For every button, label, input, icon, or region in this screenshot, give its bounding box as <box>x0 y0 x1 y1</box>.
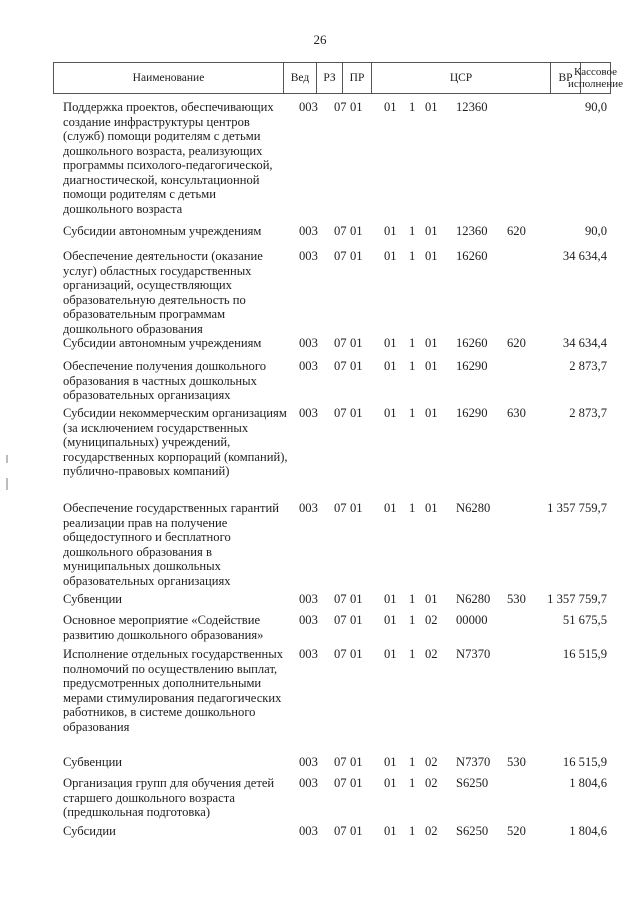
row-pr: 01 <box>350 592 363 606</box>
row-pr: 01 <box>350 336 363 350</box>
row-c1: 01 <box>384 592 397 606</box>
row-c1: 01 <box>384 613 397 627</box>
row-sum: 16 515,9 <box>562 647 607 661</box>
row-c4: 12360 <box>456 100 488 114</box>
row-c1: 01 <box>384 336 397 350</box>
row-c2: 1 <box>409 776 416 790</box>
row-pr: 01 <box>350 824 363 838</box>
row-c2: 1 <box>409 224 416 238</box>
row-sum: 1 357 759,7 <box>547 592 607 606</box>
row-rz: 07 <box>334 224 347 238</box>
scan-mark <box>6 478 8 490</box>
row-c4: N6280 <box>456 592 491 606</box>
row-rz: 07 <box>334 647 347 661</box>
row-c3: 01 <box>425 359 438 373</box>
row-c3: 01 <box>425 336 438 350</box>
row-c2: 1 <box>409 592 416 606</box>
header-csr: ЦСР <box>371 63 550 93</box>
row-rz: 07 <box>334 824 347 838</box>
row-rz: 07 <box>334 359 347 373</box>
row-c1: 01 <box>384 224 397 238</box>
row-ved: 003 <box>299 100 318 114</box>
header-ved: Вед <box>283 63 316 93</box>
row-ved: 003 <box>299 359 318 373</box>
row-rz: 07 <box>334 336 347 350</box>
row-pr: 01 <box>350 249 363 263</box>
row-c2: 1 <box>409 501 416 515</box>
row-sum: 1 804,6 <box>569 776 607 790</box>
row-name: Субсидии автономным учреждениям <box>63 224 262 238</box>
row-rz: 07 <box>334 592 347 606</box>
row-vr: 630 <box>507 406 526 420</box>
row-rz: 07 <box>334 501 347 515</box>
row-c3: 02 <box>425 755 438 769</box>
row-c3: 01 <box>425 406 438 420</box>
row-c4: 16290 <box>456 359 488 373</box>
row-name: Обеспечение получения дошкольного образования в частных дошкольных образовательных организациях <box>63 359 267 402</box>
row-c3: 01 <box>425 100 438 114</box>
row-c3: 01 <box>425 224 438 238</box>
row-ved: 003 <box>299 755 318 769</box>
row-c2: 1 <box>409 100 416 114</box>
row-pr: 01 <box>350 755 363 769</box>
row-c2: 1 <box>409 755 416 769</box>
row-sum: 90,0 <box>584 100 607 114</box>
row-c4: 00000 <box>456 613 488 627</box>
row-ved: 003 <box>299 224 318 238</box>
row-rz: 07 <box>334 249 347 263</box>
row-c4: N7370 <box>456 647 491 661</box>
row-name: Субвенции <box>63 755 123 769</box>
row-rz: 07 <box>334 613 347 627</box>
row-c4: 16260 <box>456 249 488 263</box>
row-name: Обеспечение государственных гарантий реализации прав на получение общедоступного и бесплатного дошкольного образования в муниципальных дошкольных образовательных организациях <box>63 501 279 588</box>
row-sum: 1 357 759,7 <box>547 501 607 515</box>
row-name: Субсидии автономным учреждениям <box>63 336 262 350</box>
row-rz: 07 <box>334 755 347 769</box>
row-ved: 003 <box>299 592 318 606</box>
row-sum: 34 634,4 <box>562 336 607 350</box>
row-c3: 02 <box>425 824 438 838</box>
row-pr: 01 <box>350 776 363 790</box>
row-c4: 16290 <box>456 406 488 420</box>
row-c3: 02 <box>425 613 438 627</box>
row-rz: 07 <box>334 100 347 114</box>
header-rz: РЗ <box>316 63 342 93</box>
row-c2: 1 <box>409 336 416 350</box>
row-ved: 003 <box>299 776 318 790</box>
table-header <box>53 62 623 94</box>
row-vr: 620 <box>507 336 526 350</box>
page-number: 26 <box>313 32 327 47</box>
row-ved: 003 <box>299 336 318 350</box>
row-sum: 2 873,7 <box>569 359 607 373</box>
row-c2: 1 <box>409 406 416 420</box>
row-name: Субсидии некоммерческим организациям (за исключением государственных (муниципальных) учреждений, государственных корпораций (компаний), публично-правовых компаний) <box>63 406 288 478</box>
row-name: Поддержка проектов, обеспечивающих создание инфраструктуры центров (служб) помощи родителям с детьми дошкольного возраста, реализующих программы психолого-педагогической, диагностической, консультационной помощи родителям с детьми дошкольного возраста <box>63 100 274 216</box>
row-sum: 1 804,6 <box>569 824 607 838</box>
scan-mark <box>6 455 8 463</box>
row-vr: 530 <box>507 755 526 769</box>
row-c1: 01 <box>384 406 397 420</box>
row-pr: 01 <box>350 359 363 373</box>
row-c4: N7370 <box>456 755 491 769</box>
header-kasovoe: Кассовое исполнение <box>580 63 610 93</box>
row-name: Обеспечение деятельности (оказание услуг) областных государственных организаций, осуществляющих образовательную деятельность по образовательным программам дошкольного образования <box>63 249 263 336</box>
row-c4: N6280 <box>456 501 491 515</box>
header-name: Наименование <box>132 72 205 84</box>
row-pr: 01 <box>350 613 363 627</box>
row-c4: S6250 <box>456 776 489 790</box>
row-ved: 003 <box>299 647 318 661</box>
row-ved: 003 <box>299 613 318 627</box>
row-c3: 01 <box>425 592 438 606</box>
row-c3: 01 <box>425 501 438 515</box>
row-vr: 620 <box>507 224 526 238</box>
row-ved: 003 <box>299 501 318 515</box>
row-c1: 01 <box>384 501 397 515</box>
row-sum: 34 634,4 <box>562 249 607 263</box>
row-rz: 07 <box>334 776 347 790</box>
row-c1: 01 <box>384 824 397 838</box>
row-sum: 2 873,7 <box>569 406 607 420</box>
row-name: Организация групп для обучения детей старшего дошкольного возраста (предшкольная подготовка) <box>63 776 275 819</box>
row-pr: 01 <box>350 406 363 420</box>
row-ved: 003 <box>299 406 318 420</box>
row-c4: S6250 <box>456 824 489 838</box>
row-c1: 01 <box>384 755 397 769</box>
row-ved: 003 <box>299 824 318 838</box>
row-c3: 01 <box>425 249 438 263</box>
row-ved: 003 <box>299 249 318 263</box>
header-pr: ПР <box>342 63 371 93</box>
row-name: Субсидии <box>63 824 116 838</box>
row-pr: 01 <box>350 501 363 515</box>
row-c1: 01 <box>384 100 397 114</box>
row-sum: 16 515,9 <box>562 755 607 769</box>
row-name: Основное мероприятие «Содействие развитию дошкольного образования» <box>63 613 264 642</box>
row-c1: 01 <box>384 776 397 790</box>
row-sum: 51 675,5 <box>562 613 607 627</box>
row-pr: 01 <box>350 100 363 114</box>
row-c2: 1 <box>409 824 416 838</box>
header-vr: ВР <box>550 63 580 93</box>
row-sum: 90,0 <box>584 224 607 238</box>
row-c1: 01 <box>384 647 397 661</box>
row-c2: 1 <box>409 359 416 373</box>
row-c4: 12360 <box>456 224 488 238</box>
row-c3: 02 <box>425 776 438 790</box>
row-name: Субвенции <box>63 592 123 606</box>
row-c1: 01 <box>384 249 397 263</box>
row-pr: 01 <box>350 647 363 661</box>
row-pr: 01 <box>350 224 363 238</box>
row-c3: 02 <box>425 647 438 661</box>
row-name: Исполнение отдельных государственных полномочий по осуществлению выплат, предусмотренных дополнительными мерами стимулирования педагогических работников, в системе дошкольного образования <box>63 647 284 734</box>
row-c2: 1 <box>409 647 416 661</box>
row-vr: 530 <box>507 592 526 606</box>
row-vr: 520 <box>507 824 526 838</box>
row-c2: 1 <box>409 249 416 263</box>
row-rz: 07 <box>334 406 347 420</box>
row-c1: 01 <box>384 359 397 373</box>
row-c4: 16260 <box>456 336 488 350</box>
row-c2: 1 <box>409 613 416 627</box>
